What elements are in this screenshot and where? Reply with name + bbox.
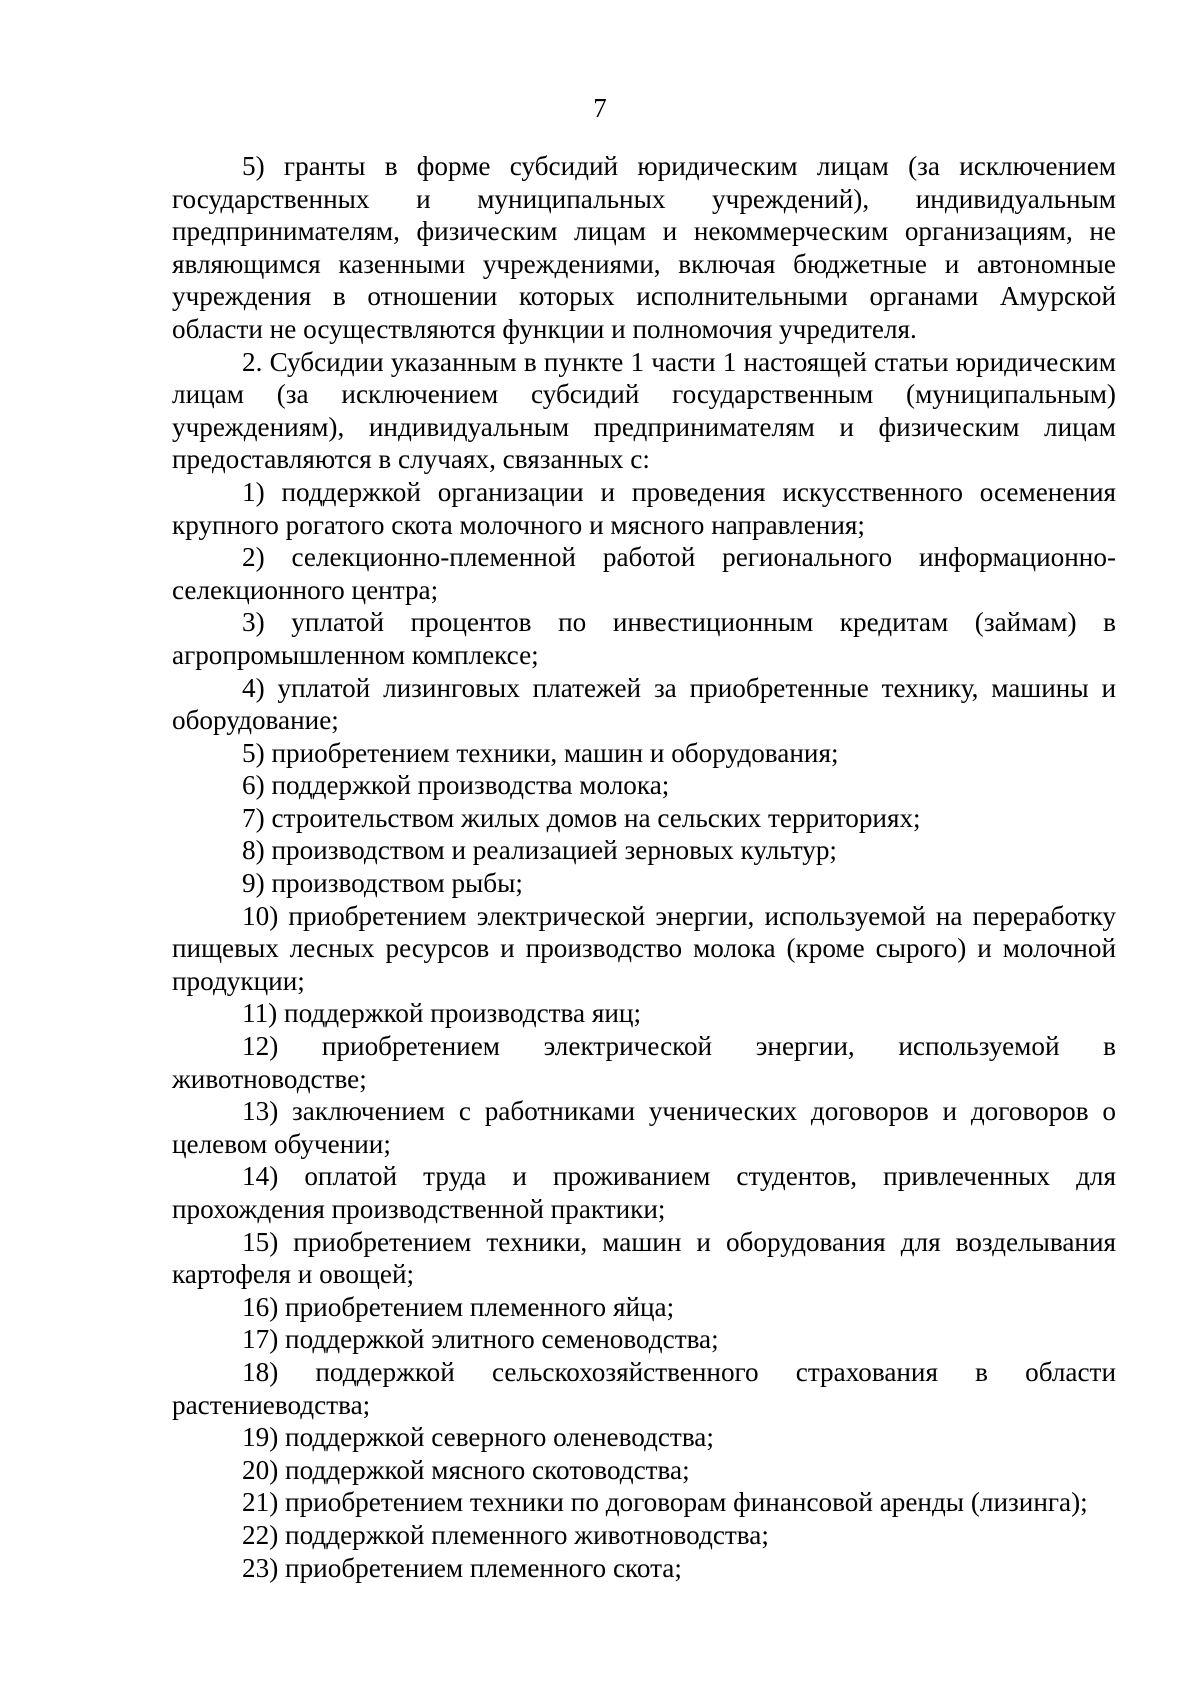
list-item-2: 2) селекционно-племенной работой регионального информационно-селекционного центра;	[172, 542, 1116, 605]
list-item-9: 9) производством рыбы;	[242, 868, 523, 899]
list-item-13: 13) заключением с работниками ученических договоров и договоров о целевом обучении;	[172, 1096, 1116, 1159]
list-item-21: 21) приобретением техники по договорам финансовой аренды (лизинга);	[242, 1487, 1088, 1518]
page-number: 7	[593, 93, 607, 123]
list-item-16: 16) приобретением племенного яйца;	[242, 1291, 675, 1322]
paragraph-subsidies-cases: 2. Субсидии указанным в пункте 1 части 1 настоящей статьи юридическим лицам (за исключением субсидий государственным (муниципальным) учреждениям), индивидуальным предпринимателям и физическим лицам предоставляются в случаях, связанных с:	[172, 346, 1116, 475]
list-item-14: 14) оплатой труда и проживанием студентов, привлеченных для прохождения производственной практики;	[172, 1161, 1116, 1224]
list-item-6: 6) поддержкой производства молока;	[242, 770, 670, 801]
list-item-1: 1) поддержкой организации и проведения искусственного осеменения крупного рогатого скота молочного и мясного направления;	[172, 476, 1116, 540]
list-item-3: 3) уплатой процентов по инвестиционным кредитам (займам) в агропромышленном комплексе;	[172, 607, 1116, 670]
list-item-15: 15) приобретением техники, машин и оборудования для возделывания картофеля и овощей;	[172, 1226, 1116, 1290]
list-item-4: 4) уплатой лизинговых платежей за приобретенные технику, машины и оборудование;	[172, 672, 1116, 736]
list-item-12: 12) приобретением электрической энергии, используемой в животноводстве;	[172, 1031, 1116, 1094]
list-item-11: 11) поддержкой производства яиц;	[242, 998, 642, 1029]
list-item-7: 7) строительством жилых домов на сельских территориях;	[242, 802, 921, 833]
list-item-22: 22) поддержкой племенного животноводства;	[242, 1519, 769, 1550]
list-item-17: 17) поддержкой элитного семеноводства;	[242, 1324, 719, 1355]
list-item-8: 8) производством и реализацией зерновых культур;	[242, 835, 837, 866]
document-body	[172, 150, 1116, 1584]
list-item-23: 23) приобретением племенного скота;	[242, 1552, 682, 1583]
paragraph-grants: 5) гранты в форме субсидий юридическим лицам (за исключением государственных и муниципальных учреждений), индивидуальным предпринимателям, физическим лицам и некоммерческим организациям, не являющимся казенными учреждениями, включая бюджетные и автономные учреждения в отношении которых исполнительными органами Амурской области не осуществляются функции и полномочия учредителя.	[172, 151, 1116, 344]
list-item-5: 5) приобретением техники, машин и оборудования;	[242, 737, 839, 768]
list-item-10: 10) приобретением электрической энергии, используемой на переработку пищевых лесных ресурсов и производство молока (кроме сырого) и молочной продукции;	[172, 900, 1116, 996]
list-item-20: 20) поддержкой мясного скотоводства;	[242, 1454, 690, 1485]
list-item-18: 18) поддержкой сельскохозяйственного страхования в области растениеводства;	[172, 1356, 1116, 1420]
list-item-19: 19) поддержкой северного оленеводства;	[242, 1422, 714, 1453]
